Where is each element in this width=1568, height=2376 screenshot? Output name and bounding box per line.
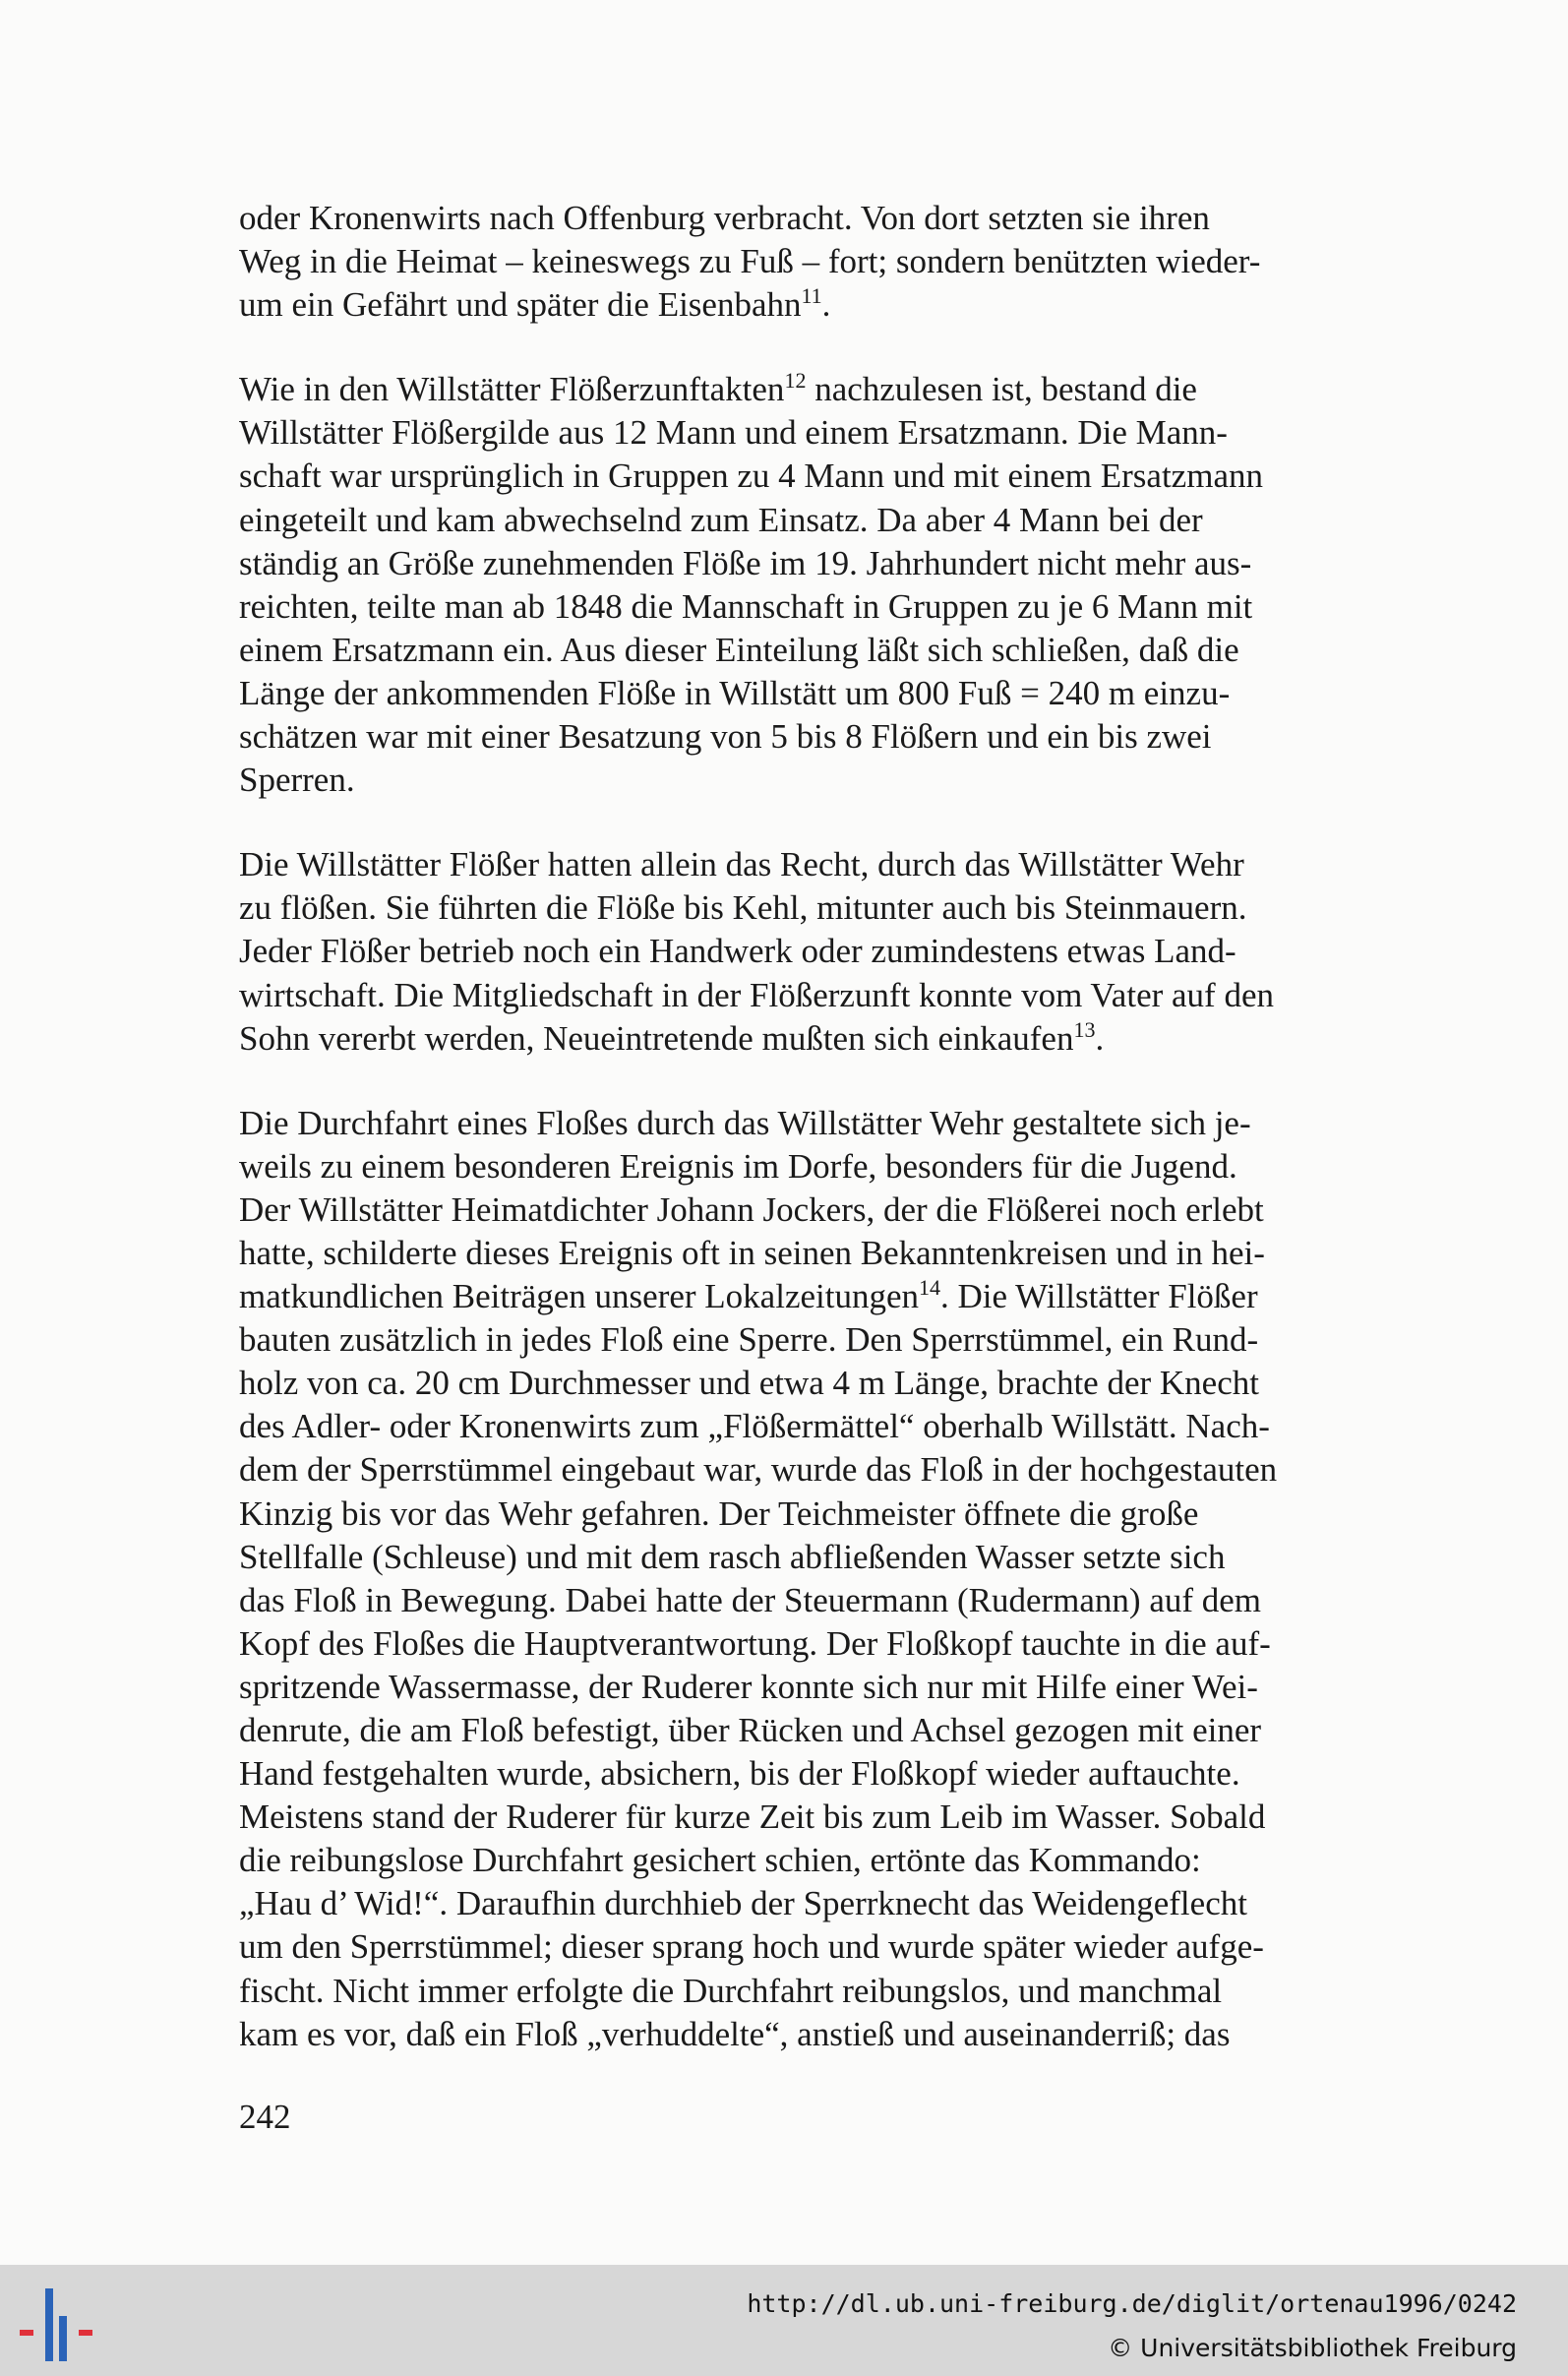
paragraph: Wie in den Willstätter Flößerzunftakten$^{12}$ nachzulesen ist, bestand die Willstätter Flößergilde aus 12 Mann und einem Ersatzmann. Die Mann- schaft war ursprünglich in Gruppen zu 4 Mann und mit einem Ersatzmann eingeteilt und kam abwechselnd zum Einsatz. Da aber 4 Mann bei der ständig an Größe zunehmenden Flöße im 19. Jahrhundert nicht mehr aus- reichten, teilte man ab 1848 die Mannschaft in Gruppen zu je 6 Mann mit einem Ersatzmann ein. Aus dieser Einteilung läßt sich schließen, daß die Länge der ankommenden Flöße in Willstätt um 800 Fuß = 240 m einzu- schätzen war mit einer Besatzung von 5 bis 8 Flößern und ein bis zwei Sperren. xyxy=(239,368,1263,800)
ub-freiburg-logo-icon xyxy=(18,2283,106,2367)
source-url-link[interactable]: http://dl.ub.uni-freiburg.de/diglit/ortenau1996/0242 xyxy=(747,2289,1517,2318)
footnote-ref: 12 xyxy=(784,368,807,394)
copyright-text: © Universitätsbibliothek Freiburg xyxy=(1108,2334,1517,2362)
paragraph: Die Durchfahrt eines Floßes durch das Willstätter Wehr gestaltete sich je- weils zu einem besonderen Ereignis im Dorfe, besonders für die Jugend. Der Willstätter Heimatdichter Johann Jockers, der die Flößerei noch erlebt hatte, schilderte dieses Ereignis oft in seinen Bekanntenkreisen und in hei- matkundlichen Beiträgen unserer Lokalzeitungen$^{14}$. Die Willstätter Flößer bauten zusätzlich in jedes Floß eine Sperre. Den Sperrstümmel, ein Rund- holz von ca. 20 cm Durchmesser und etwa 4 m Länge, brachte der Knecht des Adler- oder Kronenwirts zum „Flößermättel“ oberhalb Willstätt. Nach- dem der Sperrstümmel eingebaut war, wurde das Floß in der hochgestauten Kinzig bis vor das Wehr gefahren. Der Teichmeister öffnete die große Stellfalle (Schleuse) und mit dem rasch abfließenden Wasser setzte sich das Floß in Bewegung. Dabei hatte der Steuermann (Rudermann) auf dem Kopf des Floßes die Hauptverantwortung. Der Floßkopf tauchte in die auf- spritzende Wassermasse, der Ruderer konnte sich nur mit Hilfe einer Wei- denrute, die am Floß befestigt, über Rücken und Achsel gezogen mit einer Hand festgehalten wurde, absichern, bis der Floßkopf wieder auftauchte. Meistens stand der Ruderer für kurze Zeit bis zum Leib im Wasser. Sobald die reibungslose Durchfahrt gesichert schien, ertönte das Kommando: „Hau d’ Wid!“. Daraufhin durchhieb der Sperrknecht das Weidengeflecht um den Sperrstümmel; dieser sprang hoch und wurde später wieder aufge- fischt. Nicht immer erfolgte die Durchfahrt reibungslos, und manchmal kam es vor, daß ein Floß „verhuddelte“, anstieß und auseinanderriß; das xyxy=(239,1103,1278,2053)
footnote-ref: 13 xyxy=(1073,1016,1096,1042)
page-number: 242 xyxy=(239,2098,291,2136)
footnote-ref: 14 xyxy=(919,1275,940,1301)
paragraph: Die Willstätter Flößer hatten allein das Recht, durch das Willstätter Wehr zu flößen. Sie führten die Flöße bis Kehl, mitunter auch bis Steinmauern. Jeder Flößer betrieb noch ein Handwerk oder zumindestens etwas Land- wirtschaft. Die Mitgliedschaft in der Flößerzunft konnte vom Vater auf den Sohn vererbt werden, Neueintretende mußten sich einkaufen$^{13}$. xyxy=(239,845,1274,1058)
paragraph: oder Kronenwirts nach Offenburg verbracht. Von dort setzten sie ihren Weg in die Heimat – keineswegs zu Fuß – fort; sondern benützten wieder- um ein Gefährt und später die Eisenbahn$^{11}$. xyxy=(239,199,1261,325)
footer-bar xyxy=(0,2265,1568,2376)
footnote-ref: 11 xyxy=(801,283,822,309)
body-text xyxy=(239,197,1422,2056)
